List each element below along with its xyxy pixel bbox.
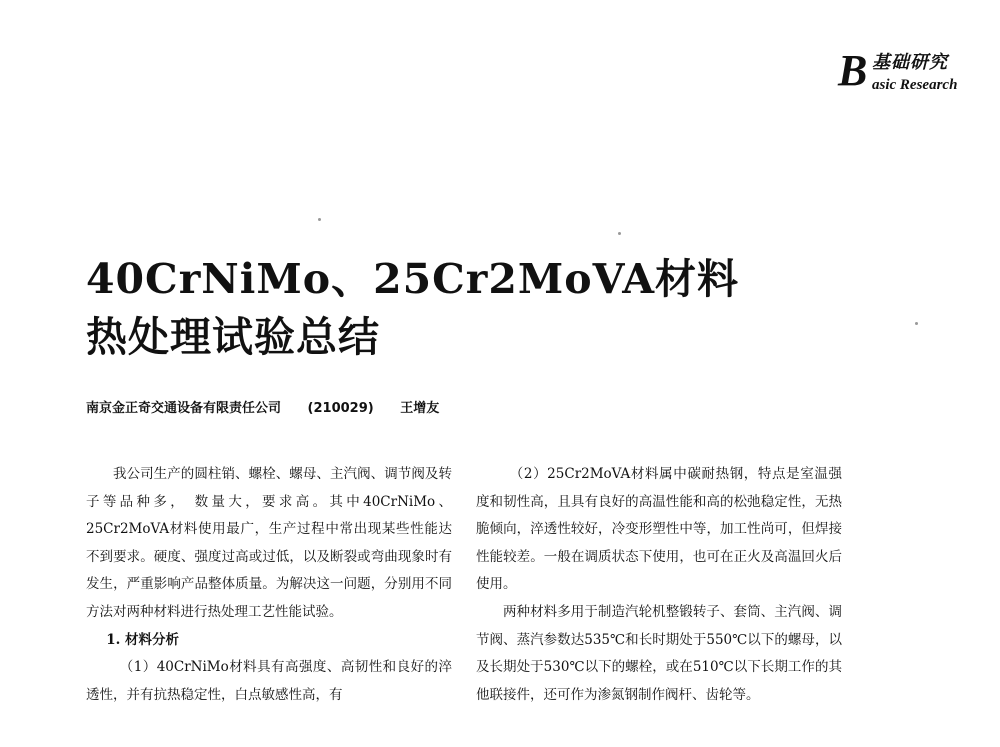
title-line-2: 热处理试验总结	[86, 313, 380, 361]
author: 王增友	[400, 401, 440, 416]
section-name-english: asic Research	[872, 77, 958, 93]
section-name-chinese: 基础研究	[872, 52, 948, 73]
scan-speck	[915, 322, 918, 325]
scan-speck	[318, 218, 321, 221]
affiliation: 南京金正奇交通设备有限责任公司	[86, 401, 282, 416]
postcode: (210029)	[307, 401, 374, 416]
right-column	[476, 461, 842, 709]
material-1-paragraph: （1）40CrNiMo材料具有高强度、高韧性和良好的淬透性，并有抗热稳定性，白点敏感性高，有	[86, 659, 452, 703]
intro-paragraph: 我公司生产的圆柱销、螺栓、螺母、主汽阀、调节阀及转子等品种多， 数量大，要求高。其中40CrNiMo、25Cr2MoVA材料使用最广，生产过程中常出现某些性能达不到要求。硬度、强度过高或过低，以及断裂或弯曲现象时有发生，严重影响产品整体质量。为解决这一问题，分别用不同方法对两种材料进行热处理工艺性能试验。	[86, 466, 452, 620]
section-tag	[838, 48, 978, 98]
article-title	[86, 250, 846, 366]
section-heading: 1. 材料分析	[106, 631, 180, 648]
title-line-1: 40CrNiMo、25Cr2MoVA材料	[86, 255, 740, 303]
section-letter: B	[838, 46, 868, 95]
byline	[86, 397, 439, 416]
scan-speck	[618, 232, 621, 235]
left-column	[86, 461, 452, 709]
material-2-paragraph: （2）25Cr2MoVA材料属中碳耐热钢，特点是室温强度和韧性高，且具有良好的高温性能和高的松弛稳定性，无热脆倾向，淬透性较好，冷变形塑性中等，加工性尚可，但焊接性能较差。一般在调质状态下使用，也可在正火及高温回火后使用。	[476, 466, 842, 593]
applications-paragraph: 两种材料多用于制造汽轮机整锻转子、套筒、主汽阀、调节阀、蒸汽参数达535℃和长时期处于550℃以下的螺母，以及长期处于530℃以下的螺栓，或在510℃以下长期工作的其他联接件，还可作为渗氮钢制作阀杆、齿轮等。	[476, 603, 842, 703]
